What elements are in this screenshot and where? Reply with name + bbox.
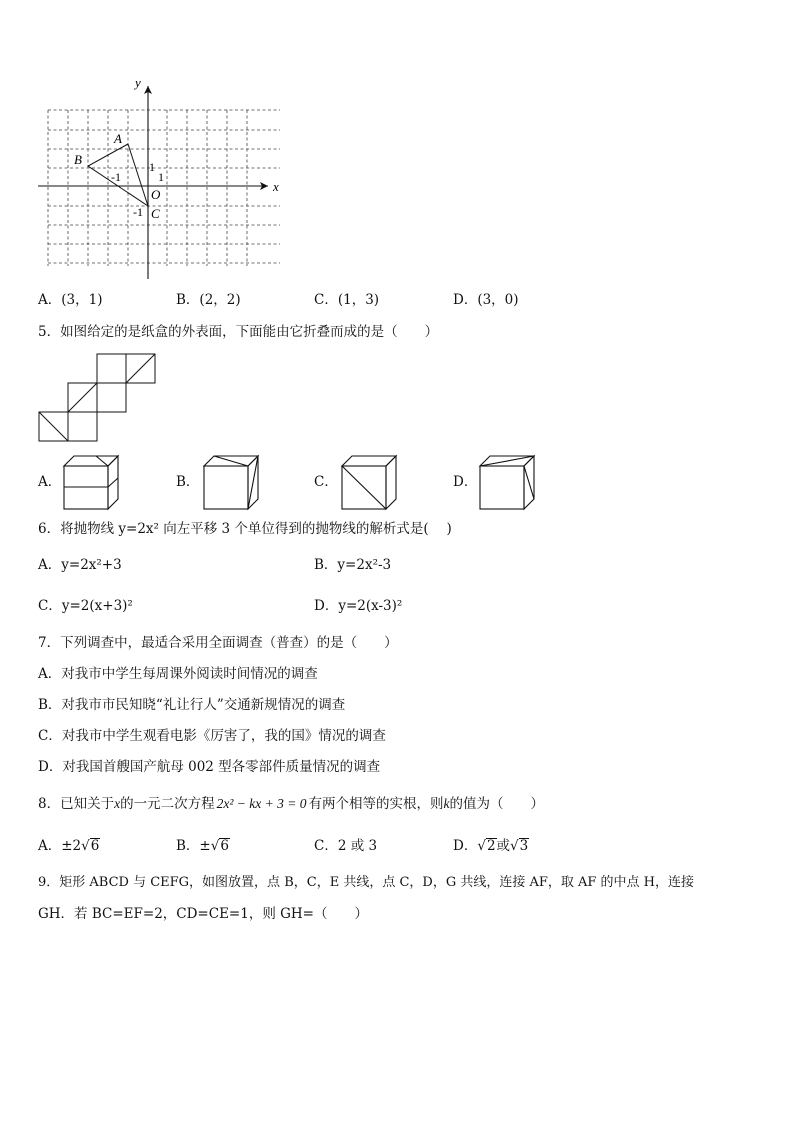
- option-text: 对我市市民知晓“礼让行人”交通新规情况的调查: [61, 697, 346, 713]
- q7-option-d: [38, 758, 380, 776]
- q8-equation: 2x² − kx + 3 = 0: [216, 796, 307, 811]
- q6-stem: 6．将抛物线 y=2x² 向左平移 3 个单位得到的抛物线的解析式是( ): [38, 521, 452, 537]
- q8-stem-pre: 8．已知关于: [38, 796, 115, 812]
- q8-var-k: k: [443, 796, 450, 811]
- q9-line-1: 9．矩形 ABCD 与 CEFG，如图放置，点 B，C，E 共线，点 C，D，G 共线，连接 AF，取 AF 的中点 H，连接: [38, 875, 695, 890]
- q8-var-x: x: [114, 796, 121, 811]
- option-text: y=2(x-3)²: [338, 598, 403, 614]
- q4-option-c: [314, 291, 379, 309]
- q8-option-d: [453, 837, 529, 855]
- option-letter: A．: [38, 838, 62, 854]
- option-letter: B．: [176, 292, 200, 308]
- x-axis-label: x: [273, 179, 279, 194]
- option-text: (1，3): [337, 292, 380, 308]
- q7-stem: 7．下列调查中，最适合采用全面调查（普查）的是（ ）: [38, 635, 398, 651]
- radical-sign: √: [81, 838, 90, 854]
- option-prefix: ±: [199, 838, 211, 854]
- option-letter: B．: [314, 557, 338, 573]
- tick-y-pos: 1: [149, 160, 155, 174]
- radical-sign: √: [210, 838, 220, 854]
- q5-option-c-cube: [338, 452, 402, 512]
- coordinate-grid-figure: [36, 76, 286, 282]
- q7-option-b: [38, 696, 345, 714]
- tick-x-neg: -1: [111, 170, 121, 184]
- radical-sign: √: [510, 838, 519, 854]
- option-text: 对我市中学生每周课外阅读时间情况的调查: [61, 666, 318, 682]
- y-axis-label: y: [135, 76, 141, 90]
- q4-option-d: [453, 291, 519, 309]
- option-join: 或: [496, 838, 511, 854]
- q5-option-c-letter: C．: [314, 474, 338, 490]
- q7-option-c: [38, 727, 386, 745]
- option-letter: D．: [453, 838, 478, 854]
- option-text: y=2x²-3: [337, 557, 392, 573]
- q6-option-b: [314, 556, 391, 574]
- option-text: 对我市中学生观看电影《厉害了，我的国》情况的调查: [61, 728, 386, 744]
- option-letter: A．: [38, 292, 62, 308]
- q5-option-b-cube: [200, 452, 264, 512]
- q5-option-d-cube: [476, 452, 540, 512]
- q6-option-a: [38, 556, 122, 574]
- radicand: 2: [486, 838, 496, 854]
- option-letter: B．: [176, 838, 200, 854]
- q5-option-a-letter: A．: [38, 474, 62, 490]
- q8-stem-mid2: 有两个相等的实根，则: [308, 796, 444, 812]
- origin-label: O: [151, 187, 161, 202]
- q9-line-2: GH．若 BC=EF=2，CD=CE=1，则 GH=（ ）: [38, 906, 368, 922]
- option-letter: C．: [38, 728, 62, 744]
- radicand: 3: [519, 838, 529, 854]
- radicand: 6: [220, 838, 229, 854]
- option-letter: D．: [38, 759, 63, 775]
- q8-option-a: [38, 837, 100, 855]
- tick-y-neg: -1: [133, 205, 143, 219]
- option-text: (3，1): [61, 292, 103, 308]
- q8-stem-mid: 的一元二次方程: [120, 796, 215, 812]
- q5-option-a-cube: [60, 452, 124, 512]
- box-net-figure: [36, 352, 162, 444]
- option-letter: C．: [314, 292, 338, 308]
- q5-stem: 5．如图给定的是纸盒的外表面，下面能由它折叠而成的是（ ）: [38, 324, 439, 340]
- option-text: 2 或 3: [337, 838, 378, 854]
- option-letter: B．: [38, 697, 62, 713]
- option-letter: D．: [314, 598, 339, 614]
- tick-x-pos: 1: [158, 170, 164, 184]
- point-b-label: B: [74, 152, 82, 167]
- q8-stem-post: 的值为（ ）: [449, 796, 544, 812]
- option-letter: C．: [38, 598, 62, 614]
- option-letter: A．: [38, 666, 62, 682]
- option-letter: C．: [314, 838, 338, 854]
- point-a-label: A: [114, 131, 122, 146]
- option-letter: A．: [38, 557, 62, 573]
- q6-option-c: [38, 597, 133, 615]
- q5-option-d-letter: D．: [453, 474, 478, 490]
- q8-stem: [38, 795, 544, 813]
- q6-option-d: [314, 597, 402, 615]
- q4-option-b: [176, 291, 241, 309]
- option-text: (3，0): [477, 292, 519, 308]
- option-prefix: ±2: [61, 838, 82, 854]
- point-c-label: C: [151, 206, 160, 221]
- q4-option-a: [38, 291, 102, 309]
- option-text: 对我国首艘国产航母 002 型各零部件质量情况的调查: [62, 759, 381, 775]
- q5-option-b-letter: B．: [176, 474, 200, 490]
- option-text: (2，2): [199, 292, 241, 308]
- option-text: y=2(x+3)²: [61, 598, 133, 614]
- radical-sign: √: [477, 838, 486, 854]
- radicand: 6: [90, 838, 100, 854]
- q7-option-a: [38, 665, 318, 683]
- grid-lines: [48, 110, 280, 266]
- option-text: y=2x²+3: [61, 557, 122, 573]
- q8-option-c: [314, 837, 377, 855]
- option-letter: D．: [453, 292, 478, 308]
- q8-option-b: [176, 837, 230, 855]
